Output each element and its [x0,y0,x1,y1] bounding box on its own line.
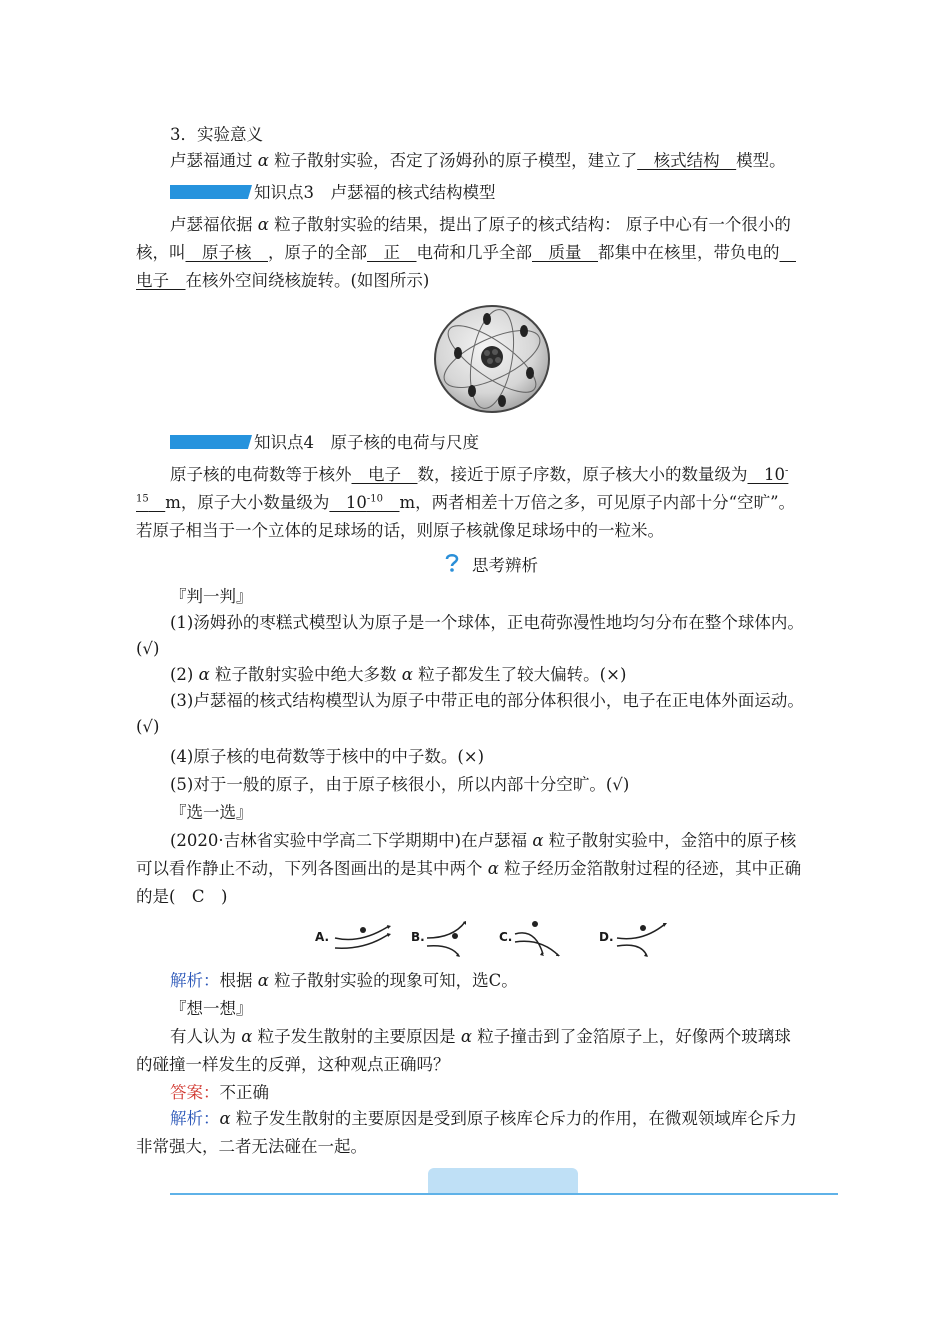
analysis-label: 解析： [170,1109,220,1128]
option-figures [315,918,675,958]
section-heading: 3．实验意义 [170,125,263,144]
fill-blank: 10- [747,465,789,484]
atom-model-illustration [432,303,552,415]
subheading: 『选一选』 [170,803,253,822]
paragraph: 核，叫 原子核 ，原子的全部 正 电荷和几乎全部 质量 都集中在核里，带负电的 [136,242,796,264]
option-b-label: B. [411,930,425,944]
judge-item: (5)对于一般的原子，由于原子核很小，所以内部十分空旷。(√) [170,775,630,794]
judge-item: (4)原子核的电荷数等于核中的中子数。(×) [170,747,485,766]
knowledge-tag-bar [170,185,252,199]
question-text: (2020·吉林省实验中学高二下学期期中)在卢瑟福 α 粒子散射实验中，金箔中的原子核 [170,831,797,850]
knowledge-tag-bar [170,435,252,449]
footer-rule [170,1193,838,1195]
section-title: 思考辨析 [472,556,538,575]
fill-blank: 正 [367,243,417,262]
judge-answer: (√) [136,717,160,736]
option-c-trajectory [513,918,567,958]
fill-blank: 核式结构 [637,151,737,170]
judge-item: (3)卢瑟福的核式结构模型认为原子中带正电的部分体积很小，电子在正电体外面运动。 [170,691,804,710]
option-a-label: A. [315,930,330,944]
fill-blank: 电子 [351,465,418,484]
question-text: 可以看作静止不动，下列各图画出的是其中两个 α 粒子经历金箔散射过程的径迹，其中正确 [136,859,802,878]
fill-blank: 质量 [532,243,598,262]
fill-blank: 电子 [136,271,186,290]
option-d-label: D. [599,930,614,944]
judge-item: (1)汤姆孙的枣糕式模型认为原子是一个球体，正电荷弥漫性地均匀分布在整个球体内。 [170,613,804,632]
analysis: 解析：α 粒子发生散射的主要原因是受到原子核库仑斥力的作用，在微观领域库仑斥力 [170,1109,797,1128]
paragraph: 原子核的电荷数等于核外 电子 数，接近于原子序数，原子核大小的数量级为 10- [170,465,789,484]
question-text: 有人认为 α 粒子发生散射的主要原因是 α 粒子撞击到了金箔原子上，好像两个玻璃球 [170,1027,791,1046]
knowledge-point-title: 知识点4 原子核的电荷与尺度 [254,433,479,452]
subheading: 『想一想』 [170,999,253,1018]
option-c-label: C. [499,930,513,944]
paragraph: $^{15}$ m，原子大小数量级为 $10^{-10}$ m，两者相差十万倍之多，可见原子内部十分“空旷”。 [136,493,796,512]
fill-blank: 15 [136,493,149,505]
footer-tab [428,1168,578,1195]
paragraph: 电子 在核外空间绕核旋转。(如图所示) [136,271,430,290]
question-mark-icon [444,553,460,573]
fill-blank [780,243,797,262]
option-a-trajectory [331,920,395,956]
answer: 答案：不正确 [170,1083,269,1102]
fill-blank: $10^{-10}$ [329,493,383,512]
analysis: 解析：根据 α 粒子散射实验的现象可知，选C。 [170,971,518,990]
analysis: 非常强大，二者无法碰在一起。 [136,1137,367,1156]
fill-blank: 原子核 [185,243,268,262]
paragraph: 若原子相当于一个立体的足球场的话，则原子核就像足球场中的一粒米。 [136,521,664,540]
judge-item: (2) α 粒子散射实验中绝大多数 α 粒子都发生了较大偏转。(×) [170,665,627,684]
answer-label: 答案： [170,1083,220,1102]
subheading: 『判一判』 [170,587,253,606]
paragraph: 卢瑟福通过 α 粒子散射实验，否定了汤姆孙的原子模型，建立了 核式结构 模型。 [170,151,786,170]
question-text: 的是( C ) [136,887,228,906]
analysis-label: 解析： [170,971,220,990]
option-d-trajectory [613,918,673,958]
knowledge-point-title: 知识点3 卢瑟福的核式结构模型 [254,183,496,202]
question-text: 的碰撞一样发生的反弹，这种观点正确吗？ [136,1055,450,1074]
option-b-trajectory [425,918,475,958]
paragraph: 卢瑟福依据 α 粒子散射实验的结果，提出了原子的核式结构： 原子中心有一个很小的 [170,215,791,234]
judge-answer: (√) [136,639,160,658]
